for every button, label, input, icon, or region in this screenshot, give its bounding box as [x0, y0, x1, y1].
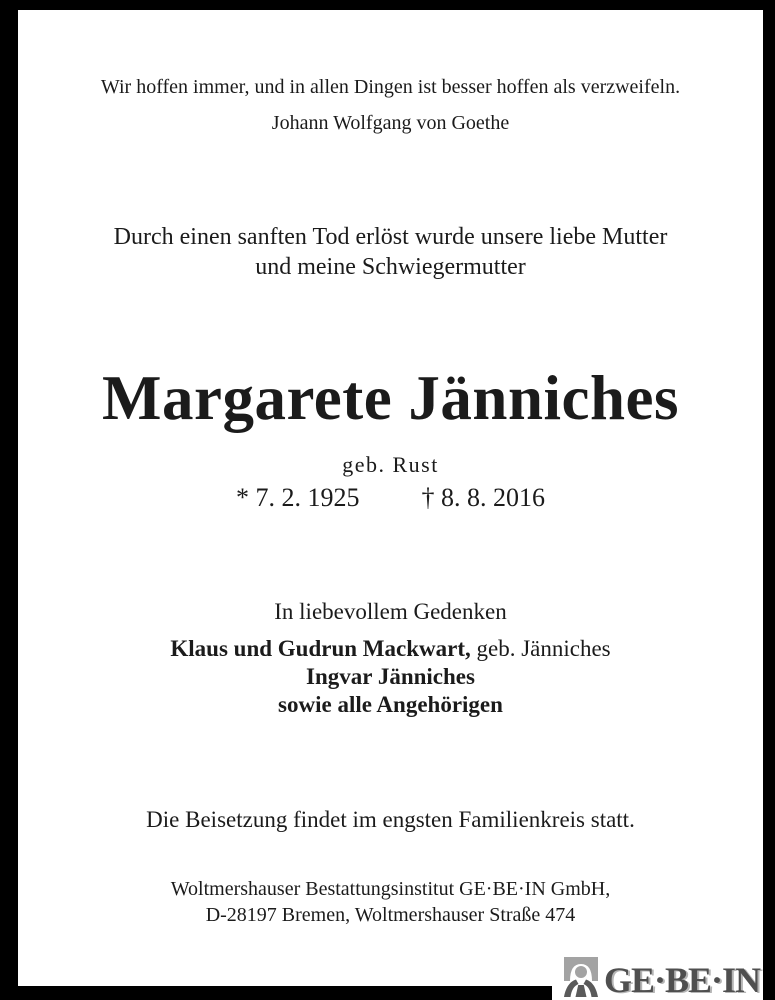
- institute-name: Woltmershauser Bestattungsinstitut GE·BE·IN GmbH,: [170, 878, 611, 900]
- frame-border-top: [0, 0, 775, 10]
- mourner-line-2: Ingvar Jänniches: [306, 664, 475, 689]
- mourner-names-rest: geb. Jänniches: [470, 636, 611, 661]
- death-date: † 8. 8. 2016: [421, 483, 545, 512]
- institute-address: D-28197 Bremen, Woltmershauser Straße 474: [205, 904, 576, 926]
- gebein-figure-icon: [562, 956, 600, 997]
- obituary-content: [18, 10, 763, 986]
- mourner-line-1: [18, 636, 763, 662]
- intro-line1: Durch einen sanften Tod erlöst wurde unsere liebe Mutter: [113, 224, 668, 250]
- remembrance-heading: In liebevollem Gedenken: [274, 599, 507, 624]
- quote-attribution: Johann Wolfgang von Goethe: [271, 112, 510, 134]
- life-dates: [18, 483, 763, 513]
- mourner-names-bold: Klaus und Gudrun Mackwart,: [170, 636, 471, 661]
- birth-date: * 7. 2. 1925: [236, 483, 360, 512]
- maiden-name: geb. Rust: [342, 452, 439, 477]
- intro-text: [18, 222, 763, 282]
- gebein-logo-text: GE·BE·IN: [604, 960, 761, 1000]
- intro-line2: und meine Schwiegermutter: [255, 254, 526, 280]
- quote-text: Wir hoffen immer, und in allen Dingen ist besser hoffen als verzweifeln.: [100, 76, 681, 98]
- deceased-name: Margarete Jänniches: [102, 363, 679, 433]
- mourner-line-3: sowie alle Angehörigen: [278, 692, 503, 717]
- gebein-logo: [552, 951, 763, 1000]
- frame-border-left: [0, 0, 18, 1000]
- funeral-notice: Die Beisetzung findet im engsten Familienkreis statt.: [146, 807, 635, 832]
- frame-border-right: [763, 0, 775, 1000]
